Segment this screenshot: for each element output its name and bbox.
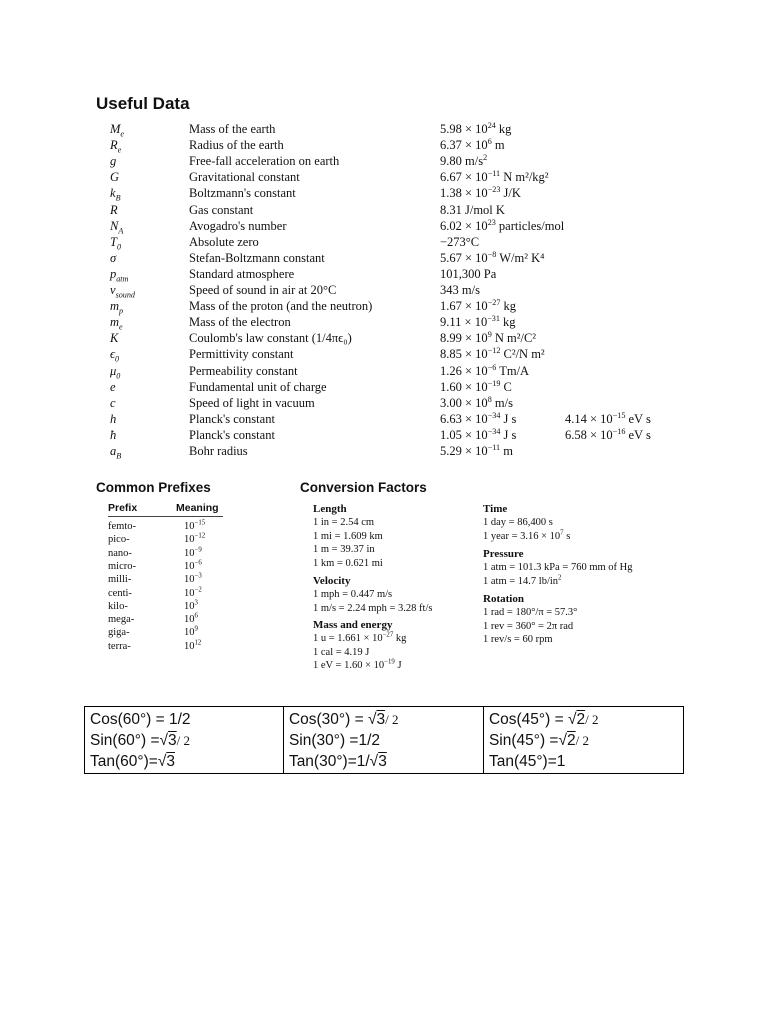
prefix-row [108, 560, 228, 574]
constant-name: Speed of sound in air at 20°C [189, 283, 337, 297]
constant-symbol: $T_0$ [110, 234, 122, 252]
constant-value-alt: $4.14 \times 10^{-15}$ eV s [565, 410, 651, 426]
constant-name: Free-fall acceleration on earth [189, 154, 340, 169]
prefix-row [108, 626, 228, 640]
constant-value: $5.29 \times 10^{-11}$ m [440, 442, 513, 458]
useful-data-row [0, 169, 768, 185]
constant-name: Planck's constant [189, 427, 275, 442]
constant-symbol: g [110, 154, 117, 169]
sqrt-icon: √ [367, 711, 377, 728]
constant-symbol: e [110, 379, 116, 394]
sqrt-icon: √ [369, 753, 379, 770]
tan-60: Tan(60°)=√3 [90, 753, 175, 770]
prefix-row [108, 547, 228, 561]
constant-name: Boltzmann's constant [189, 186, 296, 201]
useful-data-row [0, 137, 768, 153]
sin-60: Sin(60°) =√3/ 2 [90, 732, 191, 749]
prefix-name: micro- [108, 560, 136, 572]
constant-name: Fundamental unit of charge [189, 379, 327, 394]
pressure-heading: Pressure [483, 548, 524, 560]
prefix-name: giga- [108, 627, 130, 639]
useful-data-row [0, 121, 768, 137]
sqrt-icon: √ [567, 711, 577, 728]
meaning-column-header: Meaning [176, 502, 219, 514]
prefix-column-header: Prefix [108, 502, 138, 514]
mass-energy-heading: Mass and energy [313, 619, 393, 631]
constant-name: Mass of the electron [189, 315, 291, 330]
constant-value: $5.98 \times 10^{24}$ kg [440, 120, 512, 136]
constant-symbol: $M_e$ [110, 122, 125, 139]
constant-symbol: $R_e$ [110, 138, 122, 155]
length-heading: Length [313, 503, 347, 515]
constant-name: Gravitational constant [189, 170, 300, 185]
constant-symbol: $v_{sound}$ [110, 283, 135, 300]
constant-value: $1.26 \times 10^{-6}$ Tm/A [440, 362, 530, 378]
useful-data-row [0, 250, 768, 266]
prefix-row [108, 613, 228, 627]
constant-name: Permittivity constant [189, 347, 294, 362]
prefix-meaning: $10^9$ [184, 625, 198, 639]
conversion-line: 1 rev = 360° = 2π rad [483, 620, 574, 632]
useful-data-row [0, 395, 768, 411]
constant-value: $6.63 \times 10^{-34}$ J s [440, 410, 517, 426]
conversion-line: 1 atm = 14.7 $lb/in^2$ [483, 574, 562, 587]
prefix-row [108, 520, 228, 534]
constant-symbol: $N_A$ [110, 218, 124, 236]
conversion-line: 1 km = 0.621 mi [313, 557, 383, 569]
time-group [483, 502, 570, 543]
constant-value: $8.99 \times 10^9$ N m²/C² [440, 330, 537, 346]
constant-symbol: K [110, 331, 119, 346]
constant-symbol: $k_B$ [110, 186, 121, 203]
conversion-line: 1 mi = 1.609 km [313, 530, 383, 542]
prefix-meaning: $10^{-2}$ [184, 586, 202, 599]
constant-value: $5.67 \times 10^{-8}$ W/m² K⁴ [440, 249, 545, 265]
prefix-meaning: $10^{-15}$ [184, 519, 206, 532]
sin-30: Sin(30°) =1/2 [288, 732, 381, 749]
constant-value: $9.11 \times 10^{-31}$ kg [440, 314, 516, 330]
trig-values-table [84, 706, 684, 774]
prefix-meaning: $10^{12}$ [184, 639, 202, 652]
prefix-name: mega- [108, 614, 135, 626]
prefix-name: centi- [108, 587, 132, 599]
prefix-meaning: $10^{-6}$ [184, 559, 202, 572]
velocity-heading: Velocity [313, 575, 351, 587]
sin-45: Sin(45°) =√2/ 2 [488, 732, 589, 749]
tan-30: Tan(30°)=1/√3 [288, 753, 387, 770]
constant-name: Bohr radius [189, 444, 248, 458]
rotation-group [483, 592, 577, 647]
constant-name: Speed of light in vacuum [189, 395, 315, 410]
constant-value: 9.80 $m/s^2$ [440, 153, 488, 169]
conversion-line: 1 year = $3.16 \times 10^7$ s [483, 529, 571, 542]
conversion-line: 1 cal = 4.19 J [313, 646, 370, 658]
constant-symbol: h [110, 411, 117, 426]
constant-value-alt: $6.58 \times 10^{-16}$ eV s [565, 426, 651, 442]
useful-data-row [0, 218, 768, 234]
constant-value: $3.00 \times 10^8$ m/s [440, 394, 513, 410]
conversion-line: 1 atm = 101.3 kPa = 760 mm of Hg [483, 562, 633, 573]
constant-value: $8.85 \times 10^{-12}$ C²/N m² [440, 346, 545, 362]
constant-symbol: $p_{atm}$ [110, 266, 129, 284]
useful-data-row [0, 202, 768, 218]
prefix-table-header [108, 502, 223, 517]
trig-cell-45 [483, 707, 683, 774]
conversion-line: 1 in = 2.54 cm [313, 517, 375, 528]
useful-data-row [0, 314, 768, 330]
trig-cell-60 [85, 707, 284, 774]
constant-name: Permeability constant [189, 363, 298, 378]
useful-data-row [0, 379, 768, 395]
prefix-name: pico- [108, 534, 130, 546]
constant-value: $1.05 \times 10^{-34}$ J s [440, 426, 517, 442]
constant-symbol: R [110, 202, 118, 217]
constant-value: $6.37 \times 10^6$ m [440, 136, 505, 153]
useful-data-row [0, 363, 768, 379]
common-prefixes-title: Common Prefixes [96, 480, 211, 495]
useful-data-row [0, 266, 768, 282]
conversion-line: 1 m/s = 2.24 mph = 3.28 ft/s [313, 602, 433, 614]
rotation-heading: Rotation [483, 593, 524, 605]
useful-data-row [0, 411, 768, 427]
constant-value: $6.67 \times 10^{-11}$ N m²/kg² [440, 169, 549, 185]
constant-name: Stefan-Boltzmann constant [189, 250, 325, 265]
useful-data-row [0, 346, 768, 362]
constant-symbol: $m_p$ [110, 299, 124, 316]
prefix-name: nano- [108, 547, 132, 559]
conversion-line: 1 eV = $1.60 \times 10^{-19}$ J [313, 658, 402, 671]
useful-data-row [0, 298, 768, 314]
prefix-name: milli- [108, 574, 132, 586]
constant-value: $1.60 \times 10^{-19}$ C [440, 378, 512, 394]
prefix-name: terra- [108, 640, 131, 652]
cos-45: Cos(45°) = √2/ 2 [488, 711, 599, 728]
prefix-meaning: $10^6$ [184, 612, 198, 626]
conversion-line: 1 mph = 0.447 m/s [313, 589, 393, 600]
constant-name: Avogadro's number [189, 218, 287, 233]
pressure-group [483, 547, 633, 588]
sqrt-icon: √ [159, 732, 169, 749]
tan-45: Tan(45°)=1 [488, 753, 566, 770]
sqrt-icon: √ [558, 732, 567, 749]
useful-data-row [0, 185, 768, 201]
constant-value: $1.38 \times 10^{-23}$ J/K [440, 185, 521, 201]
velocity-group [313, 574, 432, 615]
useful-data-row [0, 330, 768, 346]
constant-symbol: c [110, 395, 116, 410]
sqrt-icon: √ [157, 753, 167, 770]
constant-value: 8.31 J/mol K [440, 202, 505, 217]
useful-data-row [0, 282, 768, 298]
constant-symbol: G [110, 170, 120, 185]
cos-30: Cos(30°) = √3/ 2 [288, 711, 399, 728]
prefix-meaning: $10^3$ [184, 599, 198, 612]
prefix-row [108, 533, 228, 547]
conversion-line: 1 day = 86,400 s [483, 517, 553, 528]
length-group [313, 502, 383, 570]
constant-name: Standard atmosphere [189, 266, 295, 281]
constant-symbol: $\epsilon_0$ [110, 347, 120, 364]
constant-name: Absolute zero [189, 234, 259, 249]
mass-energy-group [313, 618, 406, 673]
prefix-meaning: $10^{-9}$ [184, 546, 202, 559]
conversion-line: 1 $u = 1.661 \times 10^{-27}$ kg [313, 631, 407, 644]
conversion-factors-title: Conversion Factors [300, 480, 427, 495]
prefix-row [108, 587, 228, 601]
constant-value: $6.02 \times 10^{23}$ particles/mol [440, 217, 565, 233]
constant-name: Coulomb's law constant (1/4πϵ₀) [189, 331, 352, 346]
trig-cell-30 [283, 707, 483, 774]
constant-symbol: $\mu_0$ [110, 363, 121, 380]
conversion-line: 1 rev/s = 60 rpm [483, 634, 553, 645]
constant-value: $1.67 \times 10^{-27}$ kg [440, 297, 516, 314]
constant-value: 101,300 Pa [440, 266, 497, 281]
prefix-row [108, 640, 228, 654]
cos-60: Cos(60°) = 1/2 [90, 711, 191, 728]
constant-symbol: $m_e$ [110, 315, 123, 332]
prefix-row [108, 573, 228, 587]
useful-data-row [0, 153, 768, 169]
prefix-name: femto- [108, 521, 136, 532]
constant-name: Mass of the proton (and the neutron) [189, 299, 373, 314]
useful-data-row [0, 234, 768, 250]
prefix-meaning: $10^{-12}$ [184, 532, 206, 546]
prefix-row [108, 600, 228, 614]
constant-value: −273°C [440, 234, 480, 249]
useful-data-row [0, 443, 768, 459]
prefix-meaning: $10^{-3}$ [184, 572, 202, 586]
time-heading: Time [483, 503, 508, 515]
useful-data-row [0, 427, 768, 443]
constant-value: 343 m/s [440, 283, 480, 297]
constant-name: Planck's constant [189, 411, 275, 426]
conversion-line: 1 rad = 180°/π = 57.3° [483, 607, 578, 618]
prefix-name: kilo- [108, 600, 128, 612]
constant-symbol: $a_B$ [110, 444, 122, 461]
useful-data-title: Useful Data [96, 94, 190, 113]
constant-name: Mass of the earth [189, 122, 276, 136]
constant-symbol: ħ [110, 427, 117, 442]
constant-name: Radius of the earth [189, 138, 284, 153]
conversion-line: 1 m = 39.37 in [313, 544, 375, 555]
constant-symbol: σ [110, 250, 117, 265]
constant-name: Gas constant [189, 202, 254, 217]
